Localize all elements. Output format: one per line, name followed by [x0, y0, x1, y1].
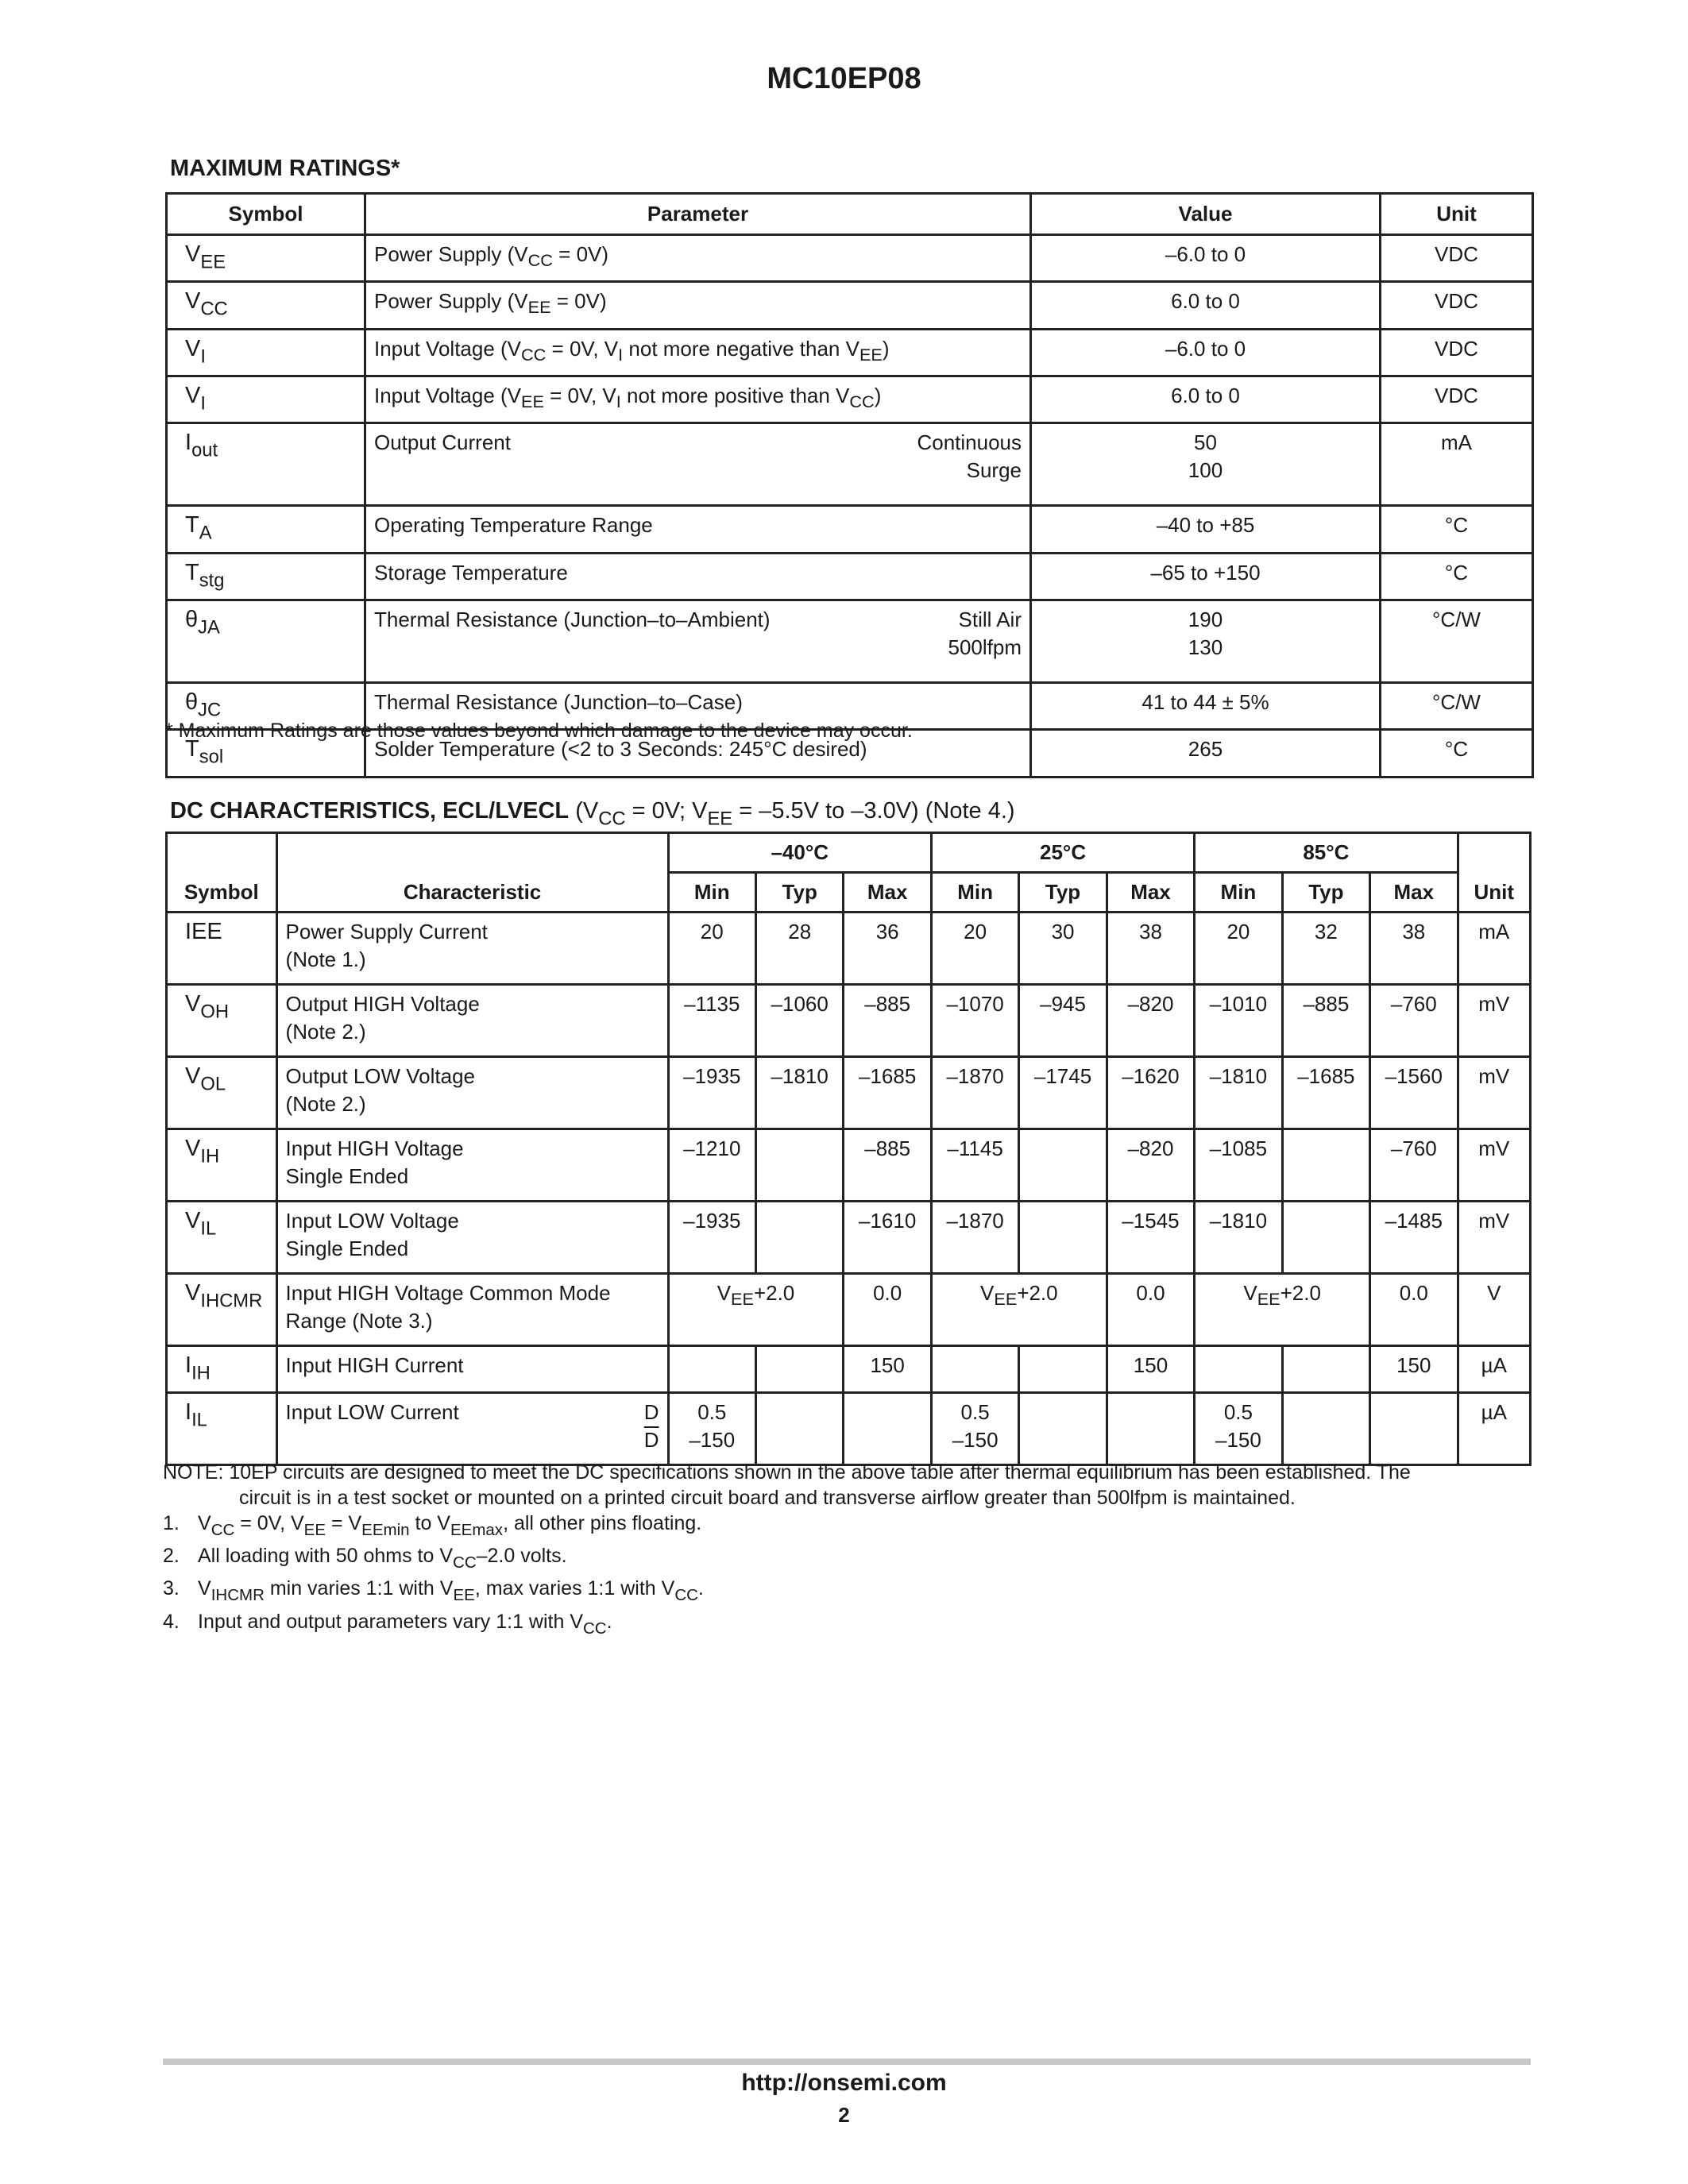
column-header: Symbol [167, 833, 277, 913]
characteristic-cell: Input HIGH Current [276, 1346, 668, 1393]
characteristic-cell: Output HIGH Voltage (Note 2.) [276, 985, 668, 1057]
value-cell: 28 [755, 913, 843, 985]
value-cell: 20 [668, 913, 755, 985]
sub-header: Max [1107, 873, 1194, 913]
numbered-note [163, 1576, 1537, 1608]
unit-cell: µA [1458, 1346, 1530, 1393]
characteristic-cell: Input HIGH Voltage Common Mode Range (Note 3.) [276, 1274, 668, 1346]
value-cell: 50 100 [1031, 423, 1381, 506]
unit-cell: mA [1458, 913, 1530, 985]
unit-cell: °C/W [1381, 682, 1533, 729]
value-cell: –885 [844, 985, 931, 1057]
value-cell: –1870 [931, 1202, 1018, 1274]
value-cell: –1210 [668, 1129, 755, 1202]
value-cell: –1810 [755, 1057, 843, 1129]
column-header: Value [1031, 194, 1381, 235]
note-text: $V_{CC} = 0V$, $V_{EE} = V_{EEmin}$ to $V_{EEmax}$, all other pins floating. [198, 1512, 702, 1540]
column-header: Unit [1458, 833, 1530, 913]
symbol-cell: $I_{IL}$ [167, 1393, 277, 1465]
value-cell: –65 to +150 [1031, 553, 1381, 600]
parameter-cell: Power Supply $(V_{EE} = 0V)$ [365, 282, 1031, 329]
header-row-temps [167, 833, 1531, 873]
note-number: 3. [163, 1577, 180, 1600]
unit-cell: mA [1381, 423, 1533, 506]
sub-header: Typ [1019, 873, 1107, 913]
characteristic-cell: Output LOW Voltage (Note 2.) [276, 1057, 668, 1129]
value-cell: –820 [1107, 1129, 1194, 1202]
page-title: MC10EP08 [767, 62, 921, 95]
value-cell: –1810 [1195, 1057, 1282, 1129]
value-cell: 32 [1282, 913, 1369, 985]
value-cell [755, 1202, 843, 1274]
value-cell: 0.0 [844, 1274, 931, 1346]
symbol-cell: $I_{IH}$ [167, 1346, 277, 1393]
characteristic-row [167, 1346, 1531, 1393]
value-cell: 38 [1107, 913, 1194, 985]
max-ratings-title: MAXIMUM RATINGS* [170, 156, 400, 181]
value-cell: –1745 [1019, 1057, 1107, 1129]
symbol-cell: $V_{EE}$ [167, 235, 365, 282]
value-cell [1019, 1346, 1107, 1393]
symbol-cell: $V_{IL}$ [167, 1202, 277, 1274]
value-cell: –1135 [668, 985, 755, 1057]
rating-row [167, 329, 1533, 376]
value-cell [1019, 1393, 1107, 1465]
value-cell [1370, 1393, 1458, 1465]
symbol-cell: IEE [167, 913, 277, 985]
column-header: Characteristic [276, 833, 668, 913]
value-cell [1282, 1129, 1369, 1202]
sub-header: Typ [1282, 873, 1369, 913]
value-cell [755, 1393, 843, 1465]
value-cell [1019, 1129, 1107, 1202]
pin-labels [644, 1399, 659, 1454]
value-cell: –40 to +85 [1031, 506, 1381, 553]
column-header: Unit [1381, 194, 1533, 235]
value-cell: –1685 [1282, 1057, 1369, 1129]
value-cell: 0.5 –150 [931, 1393, 1018, 1465]
unit-cell: µA [1458, 1393, 1530, 1465]
value-cell [931, 1346, 1018, 1393]
value-cell: 265 [1031, 730, 1381, 777]
unit-cell: mV [1458, 985, 1530, 1057]
characteristic-row [167, 1129, 1531, 1202]
dc-characteristics-table [165, 832, 1532, 1466]
value-cell [1282, 1346, 1369, 1393]
unit-cell: mV [1458, 1202, 1530, 1274]
value-cell: 150 [844, 1346, 931, 1393]
value-cell: 0.0 [1370, 1274, 1458, 1346]
notes-block [163, 1460, 1537, 1642]
symbol-cell: $V_I$ [167, 329, 365, 376]
footer-url: http://onsemi.com [741, 2070, 947, 2096]
max-ratings-footnote: * Maximum Ratings are those values beyond which damage to the device may occur. [165, 720, 913, 742]
value-cell: –885 [1282, 985, 1369, 1057]
value-cell: 38 [1370, 913, 1458, 985]
unit-cell: °C/W [1381, 600, 1533, 682]
value-cell: 150 [1107, 1346, 1194, 1393]
symbol-cell: $\theta_{JA}$ [167, 600, 365, 682]
sub-header: Min [1195, 873, 1282, 913]
characteristic-row [167, 985, 1531, 1057]
symbol-cell: $\theta_{JC}$ [167, 682, 365, 729]
parameter-cell: Input Voltage ($V_{EE} = 0V$, $V_I$ not more positive than $V_{CC}$) [365, 376, 1031, 423]
vee-min-cell: $V_{EE}+2.0$ [1195, 1274, 1370, 1346]
characteristic-cell: Input HIGH Voltage Single Ended [276, 1129, 668, 1202]
characteristic-text: Input LOW Current [285, 1400, 459, 1425]
pin-d-bar: $\overline{D}$ [643, 1428, 659, 1453]
value-cell: 190 130 [1031, 600, 1381, 682]
value-cell: –1935 [668, 1202, 755, 1274]
footer-rule [163, 2059, 1531, 2065]
value-cell: –1545 [1107, 1202, 1194, 1274]
characteristic-row [167, 913, 1531, 985]
rating-row [167, 553, 1533, 600]
unit-cell: VDC [1381, 235, 1533, 282]
characteristic-row [167, 1057, 1531, 1129]
characteristic-cell [276, 1393, 668, 1465]
unit-cell: VDC [1381, 329, 1533, 376]
rating-row [167, 423, 1533, 506]
value-cell: –1145 [931, 1129, 1018, 1202]
vee-min-cell: $V_{EE}+2.0$ [931, 1274, 1107, 1346]
dc-characteristics-title: DC CHARACTERISTICS, ECL/LVECL ($V_{CC} = 0V$; $V_{EE} = -5.5V$ to –3.0V) (Note 4.) [170, 798, 1015, 830]
temperature-header: 25°C [931, 833, 1194, 873]
characteristic-row [167, 1274, 1531, 1346]
parameter-cell: Power Supply $(V_{CC} = 0V)$ [365, 235, 1031, 282]
rating-row [167, 506, 1533, 553]
symbol-cell: $T_{stg}$ [167, 553, 365, 600]
value-cell [1107, 1393, 1194, 1465]
parameter-cell: Storage Temperature [365, 553, 1031, 600]
characteristic-row [167, 1393, 1531, 1465]
symbol-cell: $V_I$ [167, 376, 365, 423]
value-cell: –1685 [844, 1057, 931, 1129]
unit-cell: °C [1381, 506, 1533, 553]
numbered-note [163, 1609, 1537, 1642]
value-cell: 36 [844, 913, 931, 985]
note-number: 4. [163, 1610, 180, 1633]
symbol-cell: $V_{OH}$ [167, 985, 277, 1057]
parameter-cell [365, 600, 1031, 682]
symbol-cell: $V_{IHCMR}$ [167, 1274, 277, 1346]
rating-row [167, 282, 1533, 329]
conditions: Continuous Surge [917, 430, 1022, 483]
unit-cell: mV [1458, 1057, 1530, 1129]
value-cell: 20 [931, 913, 1018, 985]
characteristic-row [167, 1202, 1531, 1274]
value-cell: –820 [1107, 985, 1194, 1057]
value-cell: 20 [1195, 913, 1282, 985]
note-text: All loading with 50 ohms to $V_{CC}-2.0$ volts. [198, 1545, 567, 1572]
value-cell: 6.0 to 0 [1031, 282, 1381, 329]
value-cell: –760 [1370, 1129, 1458, 1202]
value-cell: –1870 [931, 1057, 1018, 1129]
value-cell: –1010 [1195, 985, 1282, 1057]
value-cell: –945 [1019, 985, 1107, 1057]
unit-cell: °C [1381, 730, 1533, 777]
symbol-cell: $V_{CC}$ [167, 282, 365, 329]
parameter-text: Output Current [374, 430, 511, 455]
value-cell: –1485 [1370, 1202, 1458, 1274]
symbol-cell: $V_{OL}$ [167, 1057, 277, 1129]
parameter-text: Thermal Resistance (Junction–to–Ambient) [374, 607, 771, 631]
value-cell: –6.0 to 0 [1031, 329, 1381, 376]
rating-row [167, 600, 1533, 682]
value-cell: –1070 [931, 985, 1018, 1057]
characteristic-cell: Power Supply Current (Note 1.) [276, 913, 668, 985]
value-cell: –1560 [1370, 1057, 1458, 1129]
value-cell: 0.5 –150 [1195, 1393, 1282, 1465]
value-cell [1282, 1202, 1369, 1274]
parameter-cell: Solder Temperature (<2 to 3 Seconds: 245°C desired) [365, 730, 1031, 777]
column-header: Parameter [365, 194, 1031, 235]
sub-header: Typ [755, 873, 843, 913]
conditions: Still Air 500lfpm [948, 607, 1022, 659]
rating-row [167, 235, 1533, 282]
value-cell [755, 1129, 843, 1202]
parameter-cell [365, 423, 1031, 506]
value-cell [755, 1346, 843, 1393]
max-ratings-table [165, 192, 1534, 778]
value-cell: 0.5 –150 [668, 1393, 755, 1465]
value-cell: 0.0 [1107, 1274, 1194, 1346]
value-cell: –760 [1370, 985, 1458, 1057]
vee-min-cell: $V_{EE}+2.0$ [668, 1274, 844, 1346]
sub-header: Max [1370, 873, 1458, 913]
sub-header: Min [668, 873, 755, 913]
unit-cell: mV [1458, 1129, 1530, 1202]
numbered-note [163, 1543, 1537, 1576]
value-cell: –1085 [1195, 1129, 1282, 1202]
parameter-cell: Thermal Resistance (Junction–to–Case) [365, 682, 1031, 729]
unit-cell: VDC [1381, 282, 1533, 329]
value-cell: 6.0 to 0 [1031, 376, 1381, 423]
characteristic-cell: Input LOW Voltage Single Ended [276, 1202, 668, 1274]
note-text: $V_{IHCMR}$ min varies 1:1 with $V_{EE}$, max varies 1:1 with $V_{CC}$. [198, 1577, 704, 1605]
column-header: Symbol [167, 194, 365, 235]
value-cell: 30 [1019, 913, 1107, 985]
value-cell: 41 to 44 ± 5% [1031, 682, 1381, 729]
value-cell: –1620 [1107, 1057, 1194, 1129]
sub-header: Min [931, 873, 1018, 913]
unit-cell: °C [1381, 553, 1533, 600]
value-cell [668, 1346, 755, 1393]
parameter-cell: Operating Temperature Range [365, 506, 1031, 553]
page-number: 2 [838, 2103, 850, 2127]
value-cell [1282, 1393, 1369, 1465]
pin-d: D [643, 1400, 659, 1425]
unit-cell: VDC [1381, 376, 1533, 423]
value-cell [1019, 1202, 1107, 1274]
value-cell: –6.0 to 0 [1031, 235, 1381, 282]
numbered-note [163, 1511, 1537, 1543]
temperature-header: –40°C [668, 833, 931, 873]
temperature-header: 85°C [1195, 833, 1458, 873]
symbol-cell: $T_{sol}$ [167, 730, 365, 777]
symbol-cell: $V_{IH}$ [167, 1129, 277, 1202]
unit-cell: V [1458, 1274, 1530, 1346]
symbol-cell: $T_A$ [167, 506, 365, 553]
value-cell: –1810 [1195, 1202, 1282, 1274]
value-cell [1195, 1346, 1282, 1393]
note-number: 2. [163, 1545, 180, 1568]
note-main: NOTE: 10EP circuits are designed to meet the DC specifications shown in the above table after thermal equilibrium has been established. The [163, 1461, 1411, 1484]
sub-header: Max [844, 873, 931, 913]
note-main-continued: circuit is in a test socket or mounted on a printed circuit board and transverse airflow greater than 500lfpm is maintained. [239, 1487, 1296, 1509]
value-cell: –1610 [844, 1202, 931, 1274]
note-text: Input and output parameters vary 1:1 with $V_{CC}$. [198, 1610, 612, 1638]
value-cell: –1935 [668, 1057, 755, 1129]
value-cell: –885 [844, 1129, 931, 1202]
value-cell: –1060 [755, 985, 843, 1057]
note-number: 1. [163, 1512, 180, 1534]
parameter-cell: Input Voltage ($V_{CC} = 0V$, $V_I$ not more negative than $V_{EE}$) [365, 329, 1031, 376]
value-cell [844, 1393, 931, 1465]
rating-row [167, 376, 1533, 423]
value-cell: 150 [1370, 1346, 1458, 1393]
symbol-cell: $I_{out}$ [167, 423, 365, 506]
